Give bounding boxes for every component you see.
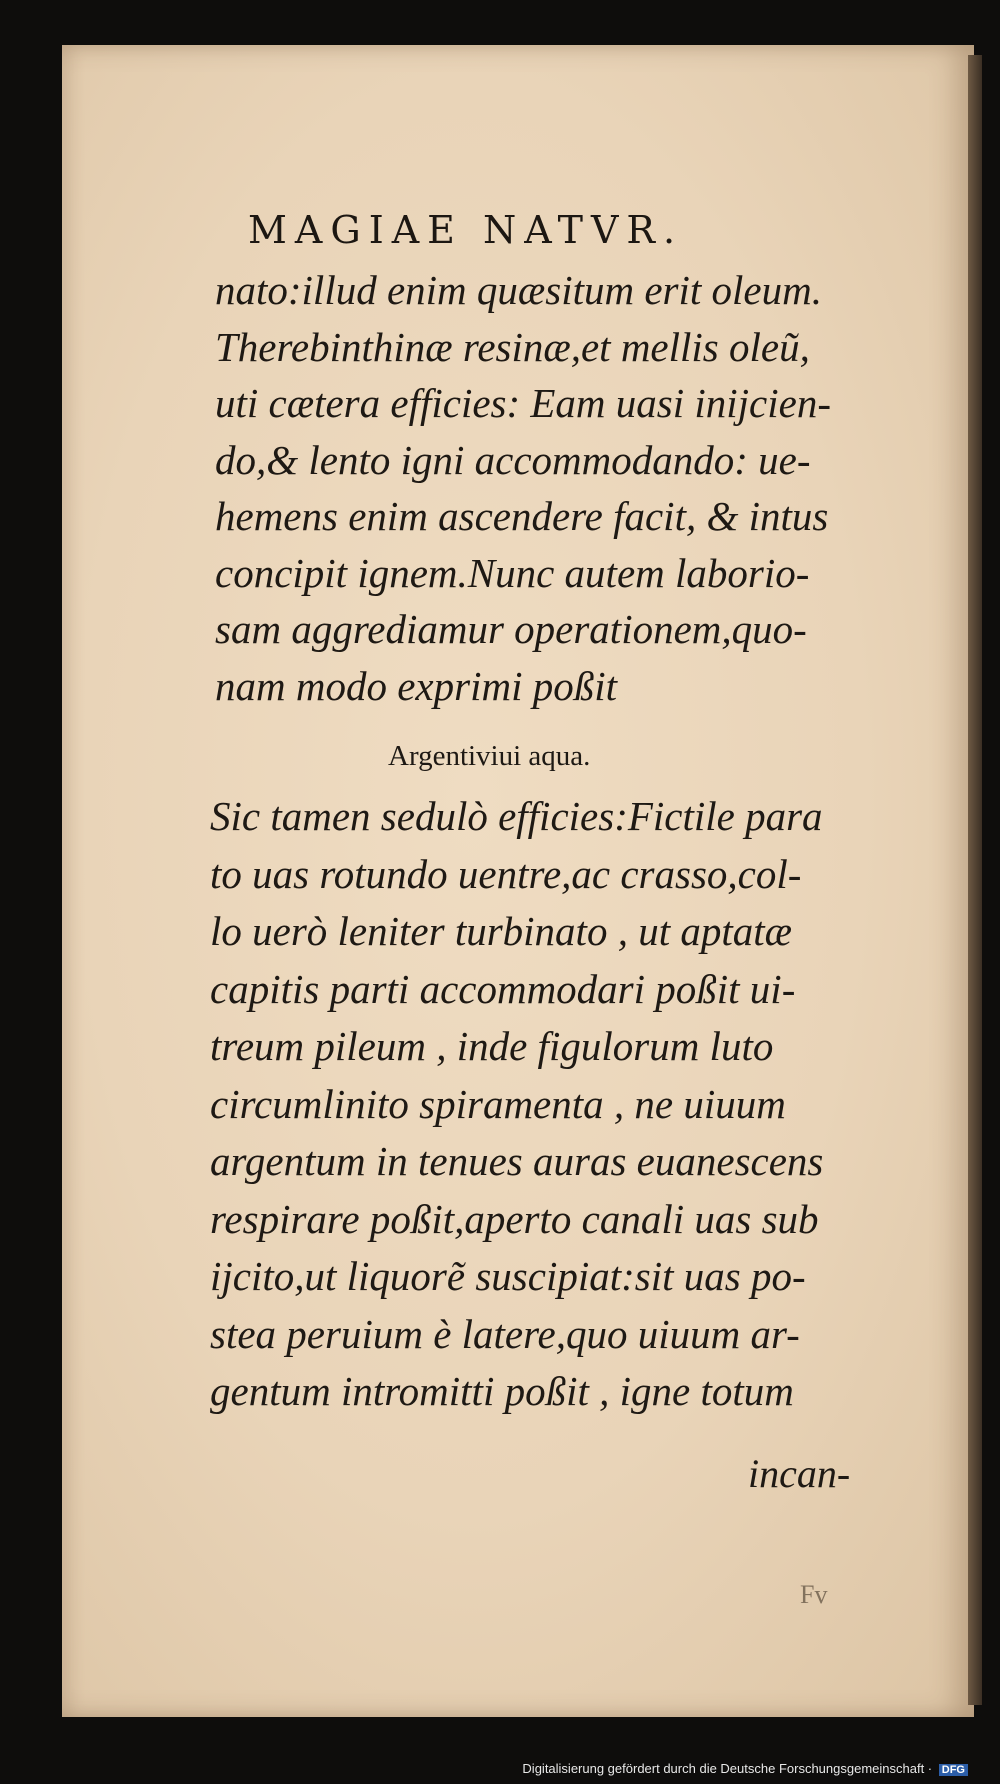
text-line: Therebinthinæ resinæ,et mellis oleũ, [215, 323, 810, 370]
text-line: gentum intromitti poßit , igne totum [210, 1368, 794, 1414]
text-line: concipit ignem.Nunc autem laborio- [215, 549, 810, 596]
text-line: Sic tamen sedulò efficies:Fictile para [210, 793, 823, 839]
text-line: respirare poßit,aperto canali uas sub [210, 1195, 819, 1242]
text-line: argentum in tenues auras euanescens [210, 1138, 824, 1184]
text-line: treum pileum , inde figulorum luto [210, 1023, 774, 1069]
text-line: circumlinito spiramenta , ne uiuum [210, 1080, 786, 1127]
text-line: lo uerò leniter turbinato , ut aptatæ [210, 908, 792, 954]
text-line: capitis parti accommodari poßit ui- [210, 965, 796, 1012]
text-line: uti cætera efficies: Eam uasi inijcien- [215, 380, 832, 426]
text-line: ijcito,ut liquorẽ suscipiat:sit uas po- [210, 1253, 806, 1299]
credit-text: Digitalisierung gefördert durch die Deutsche Forschungsgemeinschaft · [522, 1761, 933, 1776]
catchword: incan- [748, 1451, 851, 1496]
text-line: nam modo exprimi poßit [215, 662, 617, 709]
text-line: nato:illud enim quæsitum erit oleum. [215, 267, 822, 313]
text-block-2 [210, 788, 910, 1421]
signature-mark: Fv [800, 1580, 828, 1609]
text-line: to uas rotundo uentre,ac crasso,col- [210, 850, 802, 897]
digitization-credit [522, 1761, 968, 1776]
text-line: sam aggrediamur operationem,quo- [215, 606, 807, 652]
text-line: stea peruium è latere,quo uiuum ar- [210, 1310, 800, 1357]
running-head: MAGIAE NATVR. [248, 208, 684, 252]
text-line: hemens enim ascendere facit, & intus [215, 493, 829, 539]
section-heading: Argentiviui aqua. [388, 740, 591, 772]
text-block-1 [215, 262, 915, 714]
text-line: do,& lento igni accommodando: ue- [215, 436, 811, 483]
dfg-logo[interactable]: DFG [939, 1764, 968, 1776]
